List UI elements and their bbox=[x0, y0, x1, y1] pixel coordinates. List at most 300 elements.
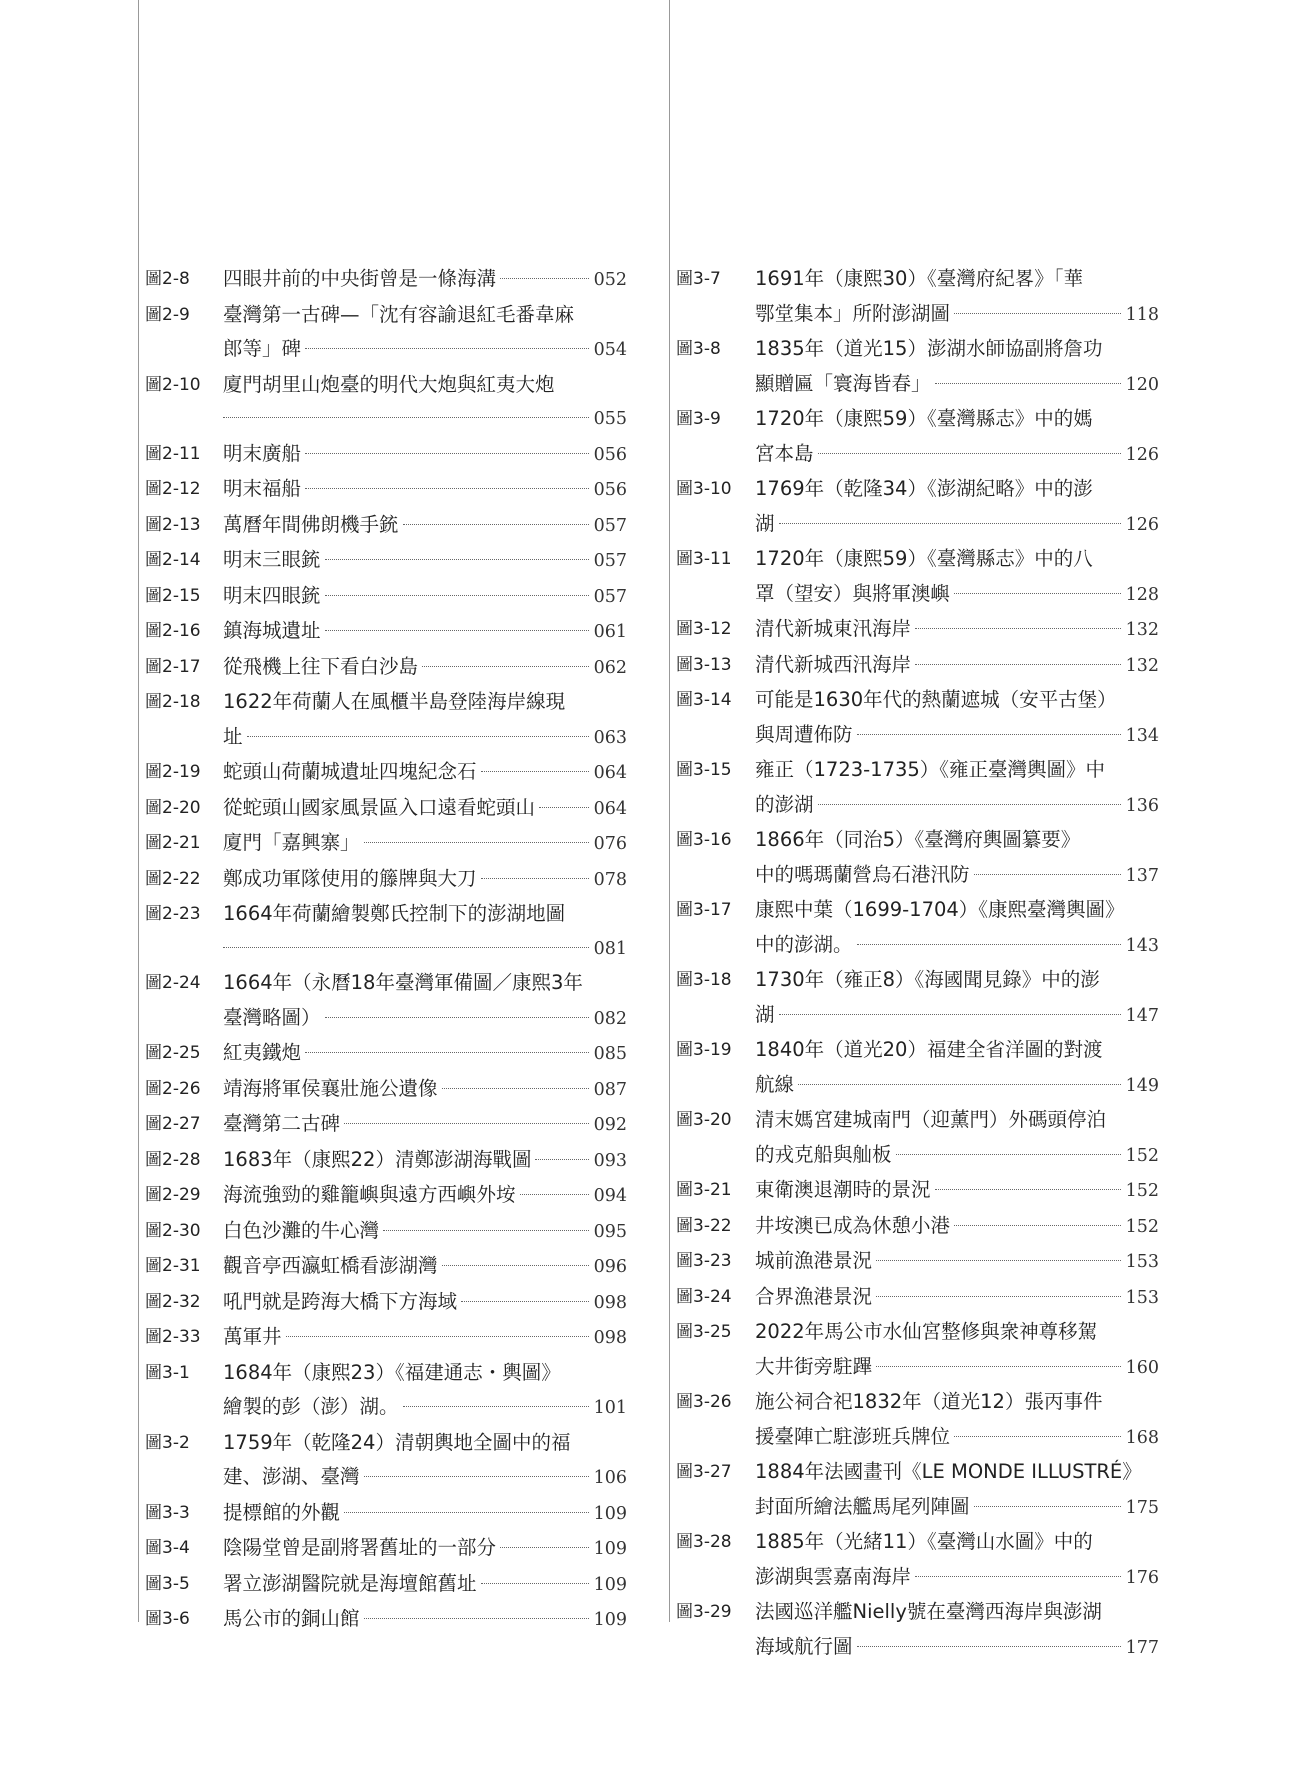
page-number: 063 bbox=[593, 727, 627, 748]
figure-caption: 1664年（永曆18年臺灣軍備圖／康熙3年 bbox=[223, 971, 583, 994]
figure-caption: 1884年法國畫刊《LE MONDE ILLUSTRÉ》 bbox=[755, 1460, 1142, 1483]
toc-entry bbox=[145, 897, 627, 966]
figure-number: 圖3-12 bbox=[676, 619, 732, 639]
figure-number: 圖3-23 bbox=[676, 1251, 732, 1271]
dot-leader bbox=[896, 1154, 1121, 1155]
figure-caption: 1684年（康熙23）《福建通志・輿圖》 bbox=[223, 1360, 561, 1384]
page-number: 076 bbox=[593, 834, 627, 854]
figure-caption: 址 bbox=[223, 724, 243, 748]
figure-number: 圖2-15 bbox=[145, 585, 201, 606]
dot-leader bbox=[344, 1123, 589, 1124]
figure-caption: 1664年荷蘭繪製鄭氏控制下的澎湖地圖 bbox=[223, 902, 566, 925]
dot-leader bbox=[364, 1476, 589, 1477]
toc-entry bbox=[676, 472, 1159, 542]
figure-caption: 明末福船 bbox=[223, 477, 302, 500]
figure-caption: 航線 bbox=[755, 1072, 795, 1096]
toc-entry bbox=[676, 332, 1159, 402]
figure-caption: 四眼井前的中央街曾是一條海溝 bbox=[223, 267, 497, 290]
toc-entry bbox=[145, 650, 627, 686]
dot-leader bbox=[325, 1017, 589, 1018]
figure-caption: 觀音亭西瀛虹橋看澎湖灣 bbox=[223, 1254, 438, 1277]
dot-leader bbox=[344, 1512, 589, 1513]
toc-entry bbox=[145, 614, 627, 650]
column-divider-rule bbox=[669, 0, 670, 1622]
dot-leader bbox=[954, 1225, 1121, 1226]
figure-caption: 合界漁港景況 bbox=[755, 1284, 873, 1308]
figure-number: 圖2-14 bbox=[145, 550, 201, 570]
toc-entry bbox=[145, 1602, 627, 1638]
dot-leader bbox=[325, 559, 589, 560]
dot-leader bbox=[857, 944, 1121, 945]
toc-entry bbox=[145, 437, 627, 473]
toc-entry bbox=[676, 823, 1159, 893]
dot-leader bbox=[876, 1260, 1121, 1261]
figure-caption: 1759年（乾隆24）清朝輿地全圖中的福 bbox=[223, 1430, 571, 1454]
figure-caption: 的澎湖 bbox=[755, 792, 814, 816]
figure-caption: 康熙中葉（1699-1704）《康熙臺灣輿圖》 bbox=[755, 898, 1125, 921]
figure-caption: 1720年（康熙59）《臺灣縣志》中的八 bbox=[755, 547, 1093, 570]
toc-entry bbox=[676, 1315, 1159, 1385]
figure-number: 圖3-11 bbox=[676, 549, 732, 569]
dot-leader bbox=[442, 1088, 589, 1089]
figure-caption: 鄂堂集本」所附澎湖圖 bbox=[755, 301, 951, 325]
dot-leader bbox=[520, 1194, 589, 1195]
figure-caption: 海流強勁的雞籠嶼與遠方西嶼外垵 bbox=[223, 1183, 516, 1206]
figure-caption: 陰陽堂曾是副將署舊址的一部分 bbox=[223, 1536, 497, 1559]
figure-number: 圖3-26 bbox=[676, 1392, 732, 1412]
figure-caption: 繪製的彭（澎）湖。 bbox=[223, 1395, 399, 1418]
page-number: 057 bbox=[593, 515, 627, 536]
figure-caption: 明末廣船 bbox=[223, 441, 302, 465]
dot-leader bbox=[876, 1366, 1121, 1367]
figure-number: 圖2-16 bbox=[145, 621, 201, 641]
figure-caption: 清代新城東汛海岸 bbox=[755, 617, 912, 640]
page-number: 152 bbox=[1125, 1181, 1159, 1201]
figure-caption: 廈門胡里山炮臺的明代大炮與紅夷大炮 bbox=[223, 372, 555, 396]
toc-entry bbox=[145, 1285, 627, 1321]
page-number: 160 bbox=[1125, 1357, 1159, 1378]
toc-entry bbox=[676, 1209, 1159, 1245]
figure-caption: 2022年馬公市水仙宮整修與衆神尊移駕 bbox=[755, 1320, 1098, 1343]
figure-number: 圖3-20 bbox=[676, 1110, 732, 1130]
dot-leader bbox=[500, 278, 589, 279]
figure-caption: 廈門「嘉興寨」 bbox=[223, 831, 360, 854]
dot-leader bbox=[954, 1436, 1121, 1437]
figure-caption: 從蛇頭山國家風景區入口遠看蛇頭山 bbox=[223, 795, 536, 819]
dot-leader bbox=[915, 628, 1121, 629]
toc-entry bbox=[676, 1033, 1159, 1103]
figure-caption: 1730年（雍正8）《海國聞見錄》中的澎 bbox=[755, 968, 1100, 991]
toc-entry bbox=[676, 1173, 1159, 1209]
toc-entry bbox=[676, 648, 1159, 684]
figure-caption: 鄭成功軍隊使用的籐牌與大刀 bbox=[223, 866, 477, 890]
page-number: 052 bbox=[593, 270, 627, 290]
toc-entry bbox=[145, 1426, 627, 1496]
toc-entry bbox=[145, 298, 627, 368]
page-number: 082 bbox=[593, 1008, 627, 1029]
toc-entry bbox=[145, 368, 627, 437]
dot-leader bbox=[223, 417, 589, 418]
figure-number: 圖2-27 bbox=[145, 1114, 201, 1134]
figure-number: 圖3-10 bbox=[676, 479, 732, 499]
page-number: 061 bbox=[593, 622, 627, 642]
dot-leader bbox=[364, 842, 589, 843]
figure-number: 圖3-2 bbox=[145, 1432, 190, 1453]
page-number: 098 bbox=[593, 1292, 627, 1313]
figure-caption: 澎湖與雲嘉南海岸 bbox=[755, 1564, 912, 1588]
left-margin-rule bbox=[138, 0, 139, 1622]
figure-number: 圖3-21 bbox=[676, 1180, 732, 1200]
toc-entry bbox=[145, 1249, 627, 1285]
dot-leader bbox=[779, 1014, 1121, 1015]
toc-entry bbox=[145, 966, 627, 1036]
dot-leader bbox=[798, 1084, 1121, 1085]
figure-caption: 建、澎湖、臺灣 bbox=[223, 1465, 360, 1488]
figure-number: 圖2-30 bbox=[145, 1220, 201, 1241]
dot-leader bbox=[857, 734, 1121, 735]
figure-caption: 1769年（乾隆34）《澎湖紀略》中的澎 bbox=[755, 477, 1093, 500]
figure-caption: 東衛澳退潮時的景況 bbox=[755, 1178, 931, 1201]
dot-leader bbox=[305, 1052, 589, 1053]
figure-number: 圖3-27 bbox=[676, 1462, 732, 1482]
figure-caption: 萬軍井 bbox=[223, 1325, 282, 1348]
figure-number: 圖2-33 bbox=[145, 1327, 201, 1347]
dot-leader bbox=[422, 666, 589, 667]
toc-entry bbox=[145, 262, 627, 298]
toc-entry bbox=[676, 683, 1159, 753]
toc-entry bbox=[145, 826, 627, 862]
dot-leader bbox=[974, 874, 1121, 875]
toc-entry bbox=[145, 1214, 627, 1250]
page-number: 120 bbox=[1125, 374, 1159, 395]
toc-entry bbox=[145, 1356, 627, 1426]
toc-entry bbox=[145, 755, 627, 791]
figure-number: 圖2-23 bbox=[145, 904, 201, 924]
toc-entry bbox=[145, 791, 627, 827]
figure-caption: 井垵澳已成為休憩小港 bbox=[755, 1213, 951, 1237]
toc-entry bbox=[676, 262, 1159, 332]
figure-number: 圖2-8 bbox=[145, 269, 190, 289]
figure-number: 圖3-13 bbox=[676, 654, 732, 675]
page-number: 057 bbox=[593, 551, 627, 571]
figure-caption: 罩（望安）與將軍澳嶼 bbox=[755, 581, 951, 605]
figure-number: 圖2-12 bbox=[145, 479, 201, 499]
page-number: 152 bbox=[1125, 1145, 1159, 1166]
figure-caption: 明末四眼銃 bbox=[223, 583, 321, 607]
figure-number: 圖3-29 bbox=[676, 1602, 732, 1622]
page-number: 132 bbox=[1125, 655, 1159, 676]
figure-caption: 1885年（光緒11）《臺灣山水圖》中的 bbox=[755, 1530, 1093, 1553]
figure-number: 圖2-19 bbox=[145, 762, 201, 782]
page-number: 106 bbox=[593, 1468, 627, 1488]
toc-entry bbox=[676, 1244, 1159, 1280]
figure-number: 圖3-16 bbox=[676, 830, 732, 850]
dot-leader bbox=[305, 348, 589, 349]
figure-caption: 馬公市的銅山館 bbox=[223, 1607, 360, 1630]
page-number: 056 bbox=[593, 480, 627, 500]
figure-number: 圖2-31 bbox=[145, 1256, 201, 1276]
toc-entry bbox=[145, 543, 627, 579]
dot-leader bbox=[857, 1646, 1121, 1647]
dot-leader bbox=[305, 453, 589, 454]
toc-entry bbox=[676, 1525, 1159, 1595]
figure-caption: 大井街旁駐蹕 bbox=[755, 1354, 873, 1378]
page-number: 054 bbox=[593, 340, 627, 360]
page-number: 081 bbox=[593, 938, 627, 959]
page-number: 085 bbox=[593, 1044, 627, 1064]
figure-number: 圖2-24 bbox=[145, 973, 201, 993]
toc-entry bbox=[676, 402, 1159, 472]
toc-entry bbox=[145, 1567, 627, 1603]
toc-entry bbox=[145, 1036, 627, 1072]
figure-number: 圖3-5 bbox=[145, 1573, 190, 1594]
figure-number: 圖2-32 bbox=[145, 1291, 201, 1312]
figure-number: 圖3-4 bbox=[145, 1538, 190, 1558]
page-number: 094 bbox=[593, 1186, 627, 1206]
figure-number: 圖2-11 bbox=[145, 443, 201, 464]
dot-leader bbox=[974, 1506, 1121, 1507]
figure-number: 圖3-28 bbox=[676, 1532, 732, 1552]
page-number: 177 bbox=[1125, 1637, 1159, 1658]
figure-number: 圖2-9 bbox=[145, 304, 190, 325]
toc-entry bbox=[145, 1143, 627, 1179]
page-number: 153 bbox=[1125, 1252, 1159, 1272]
figure-number: 圖3-7 bbox=[676, 269, 721, 289]
figure-caption: 中的嗎瑪蘭營烏石港汛防 bbox=[755, 862, 970, 886]
figure-caption: 1622年荷蘭人在風櫃半島登陸海岸線現 bbox=[223, 690, 566, 713]
toc-entry bbox=[145, 1531, 627, 1567]
figure-caption: 援臺陣亡駐澎班兵牌位 bbox=[755, 1424, 951, 1448]
figure-caption: 吼門就是跨海大橋下方海域 bbox=[223, 1289, 458, 1313]
page-number: 064 bbox=[593, 763, 627, 783]
figure-caption: 提標館的外觀 bbox=[223, 1500, 341, 1524]
figure-number: 圖3-24 bbox=[676, 1286, 732, 1307]
page-number: 176 bbox=[1125, 1567, 1159, 1588]
page-number: 134 bbox=[1125, 725, 1159, 746]
page-number: 109 bbox=[593, 1503, 627, 1524]
dot-leader bbox=[935, 1189, 1121, 1190]
figure-number: 圖3-25 bbox=[676, 1322, 732, 1342]
dot-leader bbox=[779, 523, 1121, 524]
page-number: 101 bbox=[593, 1398, 627, 1418]
page-number: 087 bbox=[593, 1079, 627, 1100]
dot-leader bbox=[325, 630, 589, 631]
toc-entry bbox=[145, 862, 627, 898]
figure-number: 圖2-22 bbox=[145, 868, 201, 889]
figure-number: 圖2-26 bbox=[145, 1078, 201, 1099]
toc-left-column bbox=[145, 262, 627, 1638]
page-number: 064 bbox=[593, 798, 627, 819]
dot-leader bbox=[876, 1296, 1121, 1297]
figure-caption: 的戎克船與舢板 bbox=[755, 1142, 892, 1166]
toc-entry bbox=[145, 1107, 627, 1143]
dot-leader bbox=[461, 1301, 589, 1302]
dot-leader bbox=[481, 1583, 589, 1584]
page-number: 109 bbox=[593, 1539, 627, 1559]
figure-caption: 郎等」碑 bbox=[223, 337, 302, 360]
figure-caption: 施公祠合祀1832年（道光12）張丙事件 bbox=[755, 1390, 1103, 1413]
figure-caption: 1866年（同治5）《臺灣府輿圖纂要》 bbox=[755, 828, 1081, 851]
figure-caption: 1691年（康熙30）《臺灣府紀畧》「華 bbox=[755, 267, 1083, 290]
dot-leader bbox=[403, 1406, 589, 1407]
toc-entry bbox=[145, 1072, 627, 1108]
toc-entry bbox=[676, 1595, 1159, 1665]
toc-entry bbox=[145, 579, 627, 615]
page-number: 062 bbox=[593, 657, 627, 678]
figure-caption: 明末三眼銃 bbox=[223, 548, 321, 571]
figure-number: 圖3-18 bbox=[676, 970, 732, 990]
figure-number: 圖3-3 bbox=[145, 1502, 190, 1523]
figure-caption: 臺灣第二古碑 bbox=[223, 1112, 341, 1135]
figure-caption: 紅夷鐵炮 bbox=[223, 1041, 302, 1064]
dot-leader bbox=[915, 1576, 1121, 1577]
figure-caption: 1835年（道光15）澎湖水師協副將詹功 bbox=[755, 337, 1103, 360]
page-number: 153 bbox=[1125, 1287, 1159, 1308]
figure-caption: 1720年（康熙59）《臺灣縣志》中的媽 bbox=[755, 407, 1093, 430]
figure-caption: 湖 bbox=[755, 1002, 775, 1026]
figure-caption: 白色沙灘的牛心灣 bbox=[223, 1218, 380, 1242]
figure-number: 圖3-15 bbox=[676, 760, 732, 780]
figure-number: 圖2-10 bbox=[145, 374, 201, 395]
page-number: 152 bbox=[1125, 1216, 1159, 1237]
toc-entry bbox=[145, 1496, 627, 1532]
figure-caption: 城前漁港景況 bbox=[755, 1249, 873, 1272]
figure-number: 圖3-17 bbox=[676, 900, 732, 920]
figure-number: 圖2-29 bbox=[145, 1185, 201, 1205]
figure-number: 圖2-13 bbox=[145, 514, 201, 535]
dot-leader bbox=[481, 771, 589, 772]
dot-leader bbox=[223, 947, 589, 948]
figure-number: 圖2-20 bbox=[145, 797, 201, 818]
figure-number: 圖3-8 bbox=[676, 339, 721, 359]
dot-leader bbox=[915, 664, 1121, 665]
figure-caption: 蛇頭山荷蘭城遺址四塊紀念石 bbox=[223, 760, 477, 783]
dot-leader bbox=[286, 1336, 589, 1337]
page-number: 126 bbox=[1125, 444, 1159, 465]
figure-number: 圖3-6 bbox=[145, 1609, 190, 1629]
page-number: 056 bbox=[593, 444, 627, 465]
page-number: 136 bbox=[1125, 795, 1159, 816]
dot-leader bbox=[954, 593, 1121, 594]
toc-entry bbox=[676, 1280, 1159, 1316]
toc-entry bbox=[145, 685, 627, 755]
page-number: 093 bbox=[593, 1150, 627, 1171]
dot-leader bbox=[403, 524, 589, 525]
dot-leader bbox=[818, 804, 1121, 805]
figure-caption: 1683年（康熙22）清鄭澎湖海戰圖 bbox=[223, 1147, 532, 1171]
toc-right-column bbox=[676, 262, 1159, 1665]
figure-caption: 顯贈匾「寰海皆春」 bbox=[755, 371, 931, 395]
figure-caption: 從飛機上往下看白沙島 bbox=[223, 654, 419, 678]
page-number: 149 bbox=[1125, 1075, 1159, 1096]
page-number: 132 bbox=[1125, 620, 1159, 640]
toc-entry bbox=[145, 1178, 627, 1214]
page-number: 109 bbox=[593, 1610, 627, 1630]
figure-caption: 鎮海城遺址 bbox=[223, 619, 321, 642]
figure-caption: 湖 bbox=[755, 511, 775, 535]
dot-leader bbox=[247, 736, 589, 737]
toc-entry bbox=[145, 1320, 627, 1356]
dot-leader bbox=[325, 595, 589, 596]
figure-number: 圖3-9 bbox=[676, 409, 721, 429]
figure-number: 圖2-28 bbox=[145, 1149, 201, 1170]
figure-caption: 清代新城西汛海岸 bbox=[755, 652, 912, 676]
toc-entry bbox=[145, 508, 627, 544]
dot-leader bbox=[539, 807, 589, 808]
toc-entry bbox=[676, 1103, 1159, 1173]
figure-caption: 靖海將軍侯襄壯施公遺像 bbox=[223, 1076, 438, 1100]
toc-entry bbox=[676, 1385, 1159, 1455]
dot-leader bbox=[364, 1618, 589, 1619]
figure-number: 圖2-21 bbox=[145, 833, 201, 853]
page-number: 092 bbox=[593, 1115, 627, 1135]
page-number: 168 bbox=[1125, 1427, 1159, 1448]
figure-caption: 中的澎湖。 bbox=[755, 932, 853, 956]
figure-number: 圖3-1 bbox=[145, 1362, 190, 1383]
dot-leader bbox=[935, 383, 1121, 384]
figure-caption: 與周遭佈防 bbox=[755, 722, 853, 746]
page-number: 078 bbox=[593, 869, 627, 890]
page-number: 128 bbox=[1125, 584, 1159, 605]
toc-entry bbox=[676, 1455, 1159, 1525]
figure-caption: 臺灣第一古碑—「沈有容諭退紅毛番韋麻 bbox=[223, 302, 575, 326]
figure-number: 圖3-22 bbox=[676, 1215, 732, 1236]
page-number: 147 bbox=[1125, 1005, 1159, 1026]
figure-caption: 1840年（道光20）福建全省洋圖的對渡 bbox=[755, 1038, 1103, 1061]
dot-leader bbox=[500, 1547, 589, 1548]
figure-number: 圖3-19 bbox=[676, 1040, 732, 1060]
page-number: 143 bbox=[1125, 935, 1159, 956]
figure-caption: 可能是1630年代的熱蘭遮城（安平古堡） bbox=[755, 688, 1117, 711]
figure-caption: 雍正（1723-1735）《雍正臺灣輿圖》中 bbox=[755, 758, 1106, 781]
toc-entry bbox=[676, 963, 1159, 1033]
dot-leader bbox=[535, 1159, 588, 1160]
page-number: 057 bbox=[593, 586, 627, 607]
figure-number: 圖2-25 bbox=[145, 1043, 201, 1063]
figure-number: 圖2-17 bbox=[145, 656, 201, 677]
page-number: 175 bbox=[1125, 1497, 1159, 1518]
figure-caption: 海域航行圖 bbox=[755, 1634, 853, 1658]
dot-leader bbox=[305, 488, 589, 489]
figure-number: 圖3-14 bbox=[676, 690, 732, 710]
toc-entry bbox=[676, 893, 1159, 963]
toc-entry bbox=[676, 542, 1159, 612]
figure-caption: 法國巡洋艦Nielly號在臺灣西海岸與澎湖 bbox=[755, 1600, 1102, 1623]
figure-number: 圖2-18 bbox=[145, 692, 201, 712]
toc-entry bbox=[676, 612, 1159, 648]
page-number: 098 bbox=[593, 1328, 627, 1348]
page-number: 095 bbox=[593, 1221, 627, 1242]
figure-caption: 封面所繪法艦馬尾列陣圖 bbox=[755, 1494, 970, 1518]
page-number: 118 bbox=[1125, 304, 1159, 325]
figure-caption: 臺灣略圖） bbox=[223, 1005, 321, 1029]
figure-caption: 宮本島 bbox=[755, 441, 814, 465]
page-number: 055 bbox=[593, 409, 627, 429]
page-number: 109 bbox=[593, 1574, 627, 1595]
dot-leader bbox=[481, 878, 589, 879]
page-number: 126 bbox=[1125, 514, 1159, 535]
dot-leader bbox=[383, 1230, 589, 1231]
toc-entry bbox=[676, 753, 1159, 823]
toc-entry bbox=[145, 472, 627, 508]
dot-leader bbox=[818, 453, 1121, 454]
page-number: 096 bbox=[593, 1257, 627, 1277]
dot-leader bbox=[954, 313, 1121, 314]
figure-caption: 署立澎湖醫院就是海壇館舊址 bbox=[223, 1571, 477, 1595]
figure-caption: 清末媽宮建城南門（迎薰門）外碼頭停泊 bbox=[755, 1108, 1107, 1131]
figure-caption: 萬曆年間佛朗機手銃 bbox=[223, 512, 399, 536]
dot-leader bbox=[442, 1265, 589, 1266]
